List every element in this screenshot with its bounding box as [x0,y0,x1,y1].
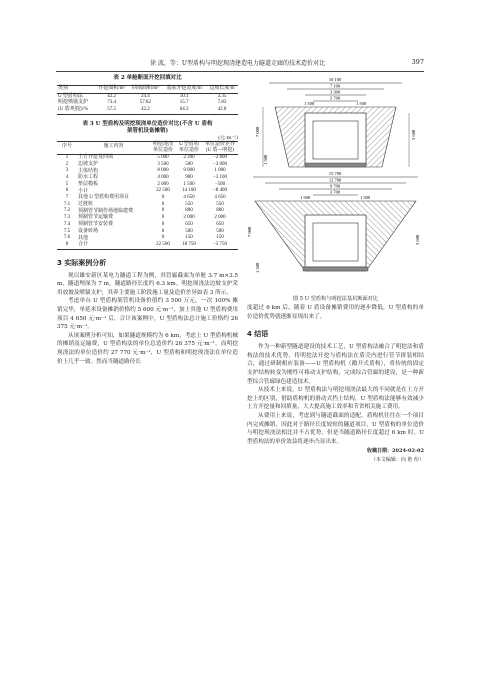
table3-cell: 4 650 [183,195,195,201]
dim-label: 10 100 [328,77,342,82]
table3-cell: 边坡支护 [77,161,98,167]
table3 [57,141,238,250]
table3-cell: 0 [161,195,165,201]
table3-cell: 1 500 [183,181,195,187]
section-comparison-diagram [247,75,424,293]
running-title: 徐 波，等：U型盾构与明挖现浇建造电力隧道走廊的技术造价对比 [150,60,325,67]
table3-cell: 5 000 [157,154,169,160]
table3-cell: 7.2 [63,208,71,214]
table3-cell: 2 000 [183,215,195,221]
table3-caption-line2: 架管机设备摊销) [126,127,169,134]
table3-cell: 预制管节安装费 [77,222,113,228]
table2-cell: 57.5 [107,107,116,113]
section3-title: 3 实际案例分析 [57,258,107,267]
dim-label: 1 500 [359,195,371,200]
table3-cell: 7.4 [63,221,71,227]
open-cut-section [247,171,420,273]
table-row [57,242,238,249]
header-rule [56,71,424,72]
table3-cell: 过渡桩 [77,202,93,208]
table3-header-cell: 序号 [61,144,72,150]
table2-cell: 42.2 [107,93,116,99]
table3-cell: 18 750 [182,241,196,247]
table-row [57,202,238,209]
table3-cell: 500 [185,161,193,167]
table2-cell: 7.83 [217,100,227,106]
conclusion-paragraph: 从技术上来说，U 型盾构法与明挖现浇法最大的不同就是在土方开挖上的区别，借助盾构机的滑动式挡土结构，U 型盾构法能够有效减少土方开挖量和回填量，大大提高施工效率和节省相关施工费用。 [247,387,424,411]
conclusion-paragraph: 从费用上来说，考虑到与隧道截面的适配，盾构机往往在一个项目内完成摊销，因此对于路径长度较短的隧道项目，U 型盾构的单位造价与明挖现浇法相比并不占优势，但是当隧道路径长度超过 6 km 时，U 型盾构法的单价效益将逐步凸显出来。 [247,412,424,445]
table3-cell: −500 [214,181,226,187]
table3-cell: 4 [65,174,69,180]
u-shield-section [255,77,416,167]
table-row [57,235,238,242]
dim-label: 3 700 [329,95,341,101]
table3-cell: 0 [161,215,165,221]
table2-cell: 明挖喷锚支护 [58,100,89,106]
table3-cell: 土方开挖及回填 [77,155,113,161]
dim-label: 7 100 [329,83,341,89]
table3-cell: 0 [161,221,165,227]
table3-cell: 其他 [77,235,88,241]
table2-cell: 10.1 [179,93,189,99]
table3-header-cell: 单位造价差异(U 盾—明挖) [204,141,235,153]
conclusion-paragraph: 作为一种新型隧道建设的技术工艺，U 型盾构法融合了明挖法和盾构法的技术优势，将明挖法开挖与盾构法在盾壳内进行管节拼装相结合，通过研制相应装备——U 型盾构机（敞开式盾构），将传统的固定支护结构转变为刚性可移动支护结构，完成综合管廊的建设，是一种新型综合管廊绿色建造技术。 [247,344,424,385]
table3-cell: −3 100 [212,174,228,180]
table-row [57,154,238,161]
table3-cell: 550 [185,201,193,207]
section3-paragraph: 现以雄安新区某电力隧道工程为例，其管廊截面为单舱 3.7 m×3.5 m，隧道埋深为 7 m，隧道路径长度约 6.3 km。明挖现浇法边坡支护采用放坡及喷锚支护，其养主要施工阶段施工量及造价差异如表 3 所示。 [57,272,238,296]
table3-cell: 650 [185,221,193,227]
dim-label: 1 500 [355,101,367,106]
table-row [57,229,238,236]
table3-cell: 0 [161,201,165,207]
dim-label: 1 500 [303,101,315,106]
table3-cell: 500 [216,228,224,234]
table3-cell: 3 500 [157,161,169,167]
table-row [57,222,238,229]
table2-cell: 42.2 [140,107,150,113]
dim-label: 3 700 [329,189,341,195]
table2-cell: 64.3 [179,107,189,113]
table3-cell: 8 000 [157,168,169,174]
table3-cell: 800 [216,208,224,214]
table2-header-cell: 回填面积/m² [131,86,159,91]
table2-cell: 73.4 [107,100,116,106]
table-row [57,107,238,114]
table2-header-cell: 边坡长度/m [209,86,235,91]
table3-cell: 5 [65,181,69,187]
section3-paragraph: 从该案例分析可知，如果隧道规模约为 6 km，考虑上 U 型盾构机械的摊销及运输费，U 型盾构法的单位总造价约 26 375 元·m⁻¹，而明挖现浇法的单位造价约 27 770 元·m⁻¹，U 型盾构和明挖现浇法在单位造价上几乎一致。然而当隧道路径长 [57,332,238,365]
section3-paragraph: 考虑单台 U 型盾构架管机设备价值约 3 500 万元，一次 100% 摊销完毕，单延米设备摊销价格约 5 600 元·m⁻¹，加上其他 U 型盾构费用项目 4 650 元·m⁻¹ 后，合计该案例中，U 型盾构法总计施工价格约 26 375 元·m⁻¹。 [57,298,238,331]
figure-caption: 图 5 U 型盾构与明挖法基坑断面对比 [292,296,379,302]
table3-cell: 9 000 [183,168,195,174]
table2-header-cell: 基底开挖宽度/m [166,86,202,91]
table3-cell: 2 000 [157,181,169,187]
dim-label: 9 700 [329,183,341,189]
table3-cell: 900 [185,174,193,180]
table3-cell: 设备转场 [77,228,98,234]
table3-cell: 2 000 [214,215,226,221]
table3-cell: 0 [161,228,165,234]
table-row [57,175,238,182]
table3-caption: 表 3 U 型盾构及明挖现浇单位造价对比(不含 U 盾构 [82,120,213,127]
table3-cell: 防水工程 [77,175,98,181]
table3-header-cell: 施工内容 [103,144,124,150]
dim-label: 12 700 [328,177,342,183]
table3-cell: −2 800 [212,154,228,160]
table3-cell: 垫层模板 [77,181,98,187]
table3-cell: −3 000 [212,161,228,167]
table2-cell: 3.35 [217,93,227,99]
editor-credit: （本文编辑：向 艳 纷） [370,457,424,464]
table3-cell: 预制管节运输费 [77,215,113,221]
dim-label: 3 600 [415,234,420,245]
table3-cell: 7.6 [63,235,71,241]
table3-header-cell: U 型盾构单位造价 [178,141,199,153]
dim-label: 7 000 [247,226,252,237]
table3-cell: 2 [65,161,69,167]
running-header [0,58,480,70]
table2-cell: 24.4 [140,93,150,99]
table3-cell: 150 [216,235,224,241]
table3-cell: 其他 U 型盾构费用项目 [77,195,130,201]
table3-header-cell: 明挖现浇单位造价 [152,141,173,153]
dim-label: 1 500 [299,195,311,200]
table3-unit: (元·m⁻¹) [218,134,238,141]
dim-label: 3 600 [411,129,416,140]
table-row [57,162,238,169]
table3-cell: 预制管节制作场地临建费 [77,208,133,214]
dim-label: 1 500 [255,262,260,273]
table3-cell: 7.5 [63,228,71,234]
table2-cell: 57.82 [139,100,151,106]
dim-label: 1 500 [263,154,268,165]
right-column [247,75,424,464]
table3-cell: 合计 [77,242,88,248]
figure-5 [247,75,424,293]
table2-cell: U 型盾构法 [58,93,83,99]
dim-label: 15 700 [328,171,342,176]
table3-cell: 8 [65,241,69,247]
table2-header-cell: 开挖面积/m² [98,86,125,91]
table2-cell: 15.7 [179,100,189,106]
received-date: 收稿日期：2024-02-02 [367,448,424,455]
table3-cell: 3 [65,168,69,174]
table-row [57,195,238,202]
table3-cell: 4 000 [157,174,169,180]
table3-cell: 7.1 [63,201,71,207]
table3-cell: 2 200 [183,154,195,160]
table3-cell: 1 000 [214,168,226,174]
table3-cell: 7 [65,195,69,201]
table2-caption: 表 2 单舱断面开挖回填对比 [113,75,182,81]
table3-cell: 6 [65,188,69,194]
table3-cell: 0 [161,235,165,241]
table3-cell: 150 [185,235,193,241]
table2-header-cell: 类别 [58,86,69,91]
table3-cell: 1 [65,154,69,160]
table3-cell: 14 100 [182,188,196,194]
table3-cell: −3 750 [212,241,228,247]
table3-cell: −8 400 [212,188,228,194]
table3-cell: 500 [185,228,193,234]
table3-cell: 0 [161,208,165,214]
table3-cell: 小计 [77,188,88,194]
table-row [57,215,238,222]
table-row [57,168,238,175]
continuation-paragraph: 度超过 6 km 后，随着 U 盾设备摊销费用的逐步降低，U 型盾构的单位造价优势就逐渐显现出来了。 [247,305,424,320]
page-number: 397 [411,58,424,66]
table3-cell: 7.3 [63,215,71,221]
table3-cell: 22 500 [156,188,170,194]
left-column [57,75,238,366]
table2 [57,85,238,115]
table3-cell: 650 [216,221,224,227]
dim-label: 3 300 [329,89,341,95]
table3-cell: 主体结构 [77,168,98,174]
table3-cell: 22 500 [156,241,170,247]
table3-cell: 550 [216,201,224,207]
table3-cell: 800 [185,208,193,214]
section4-title: 4 结语 [247,330,269,339]
dim-label: 7 000 [255,126,260,137]
table2-cell: (U 盾/明挖)/% [58,107,89,113]
table-row [57,182,238,189]
table2-cell: 42.8 [217,107,227,113]
table3-cell: 4 650 [214,195,226,201]
